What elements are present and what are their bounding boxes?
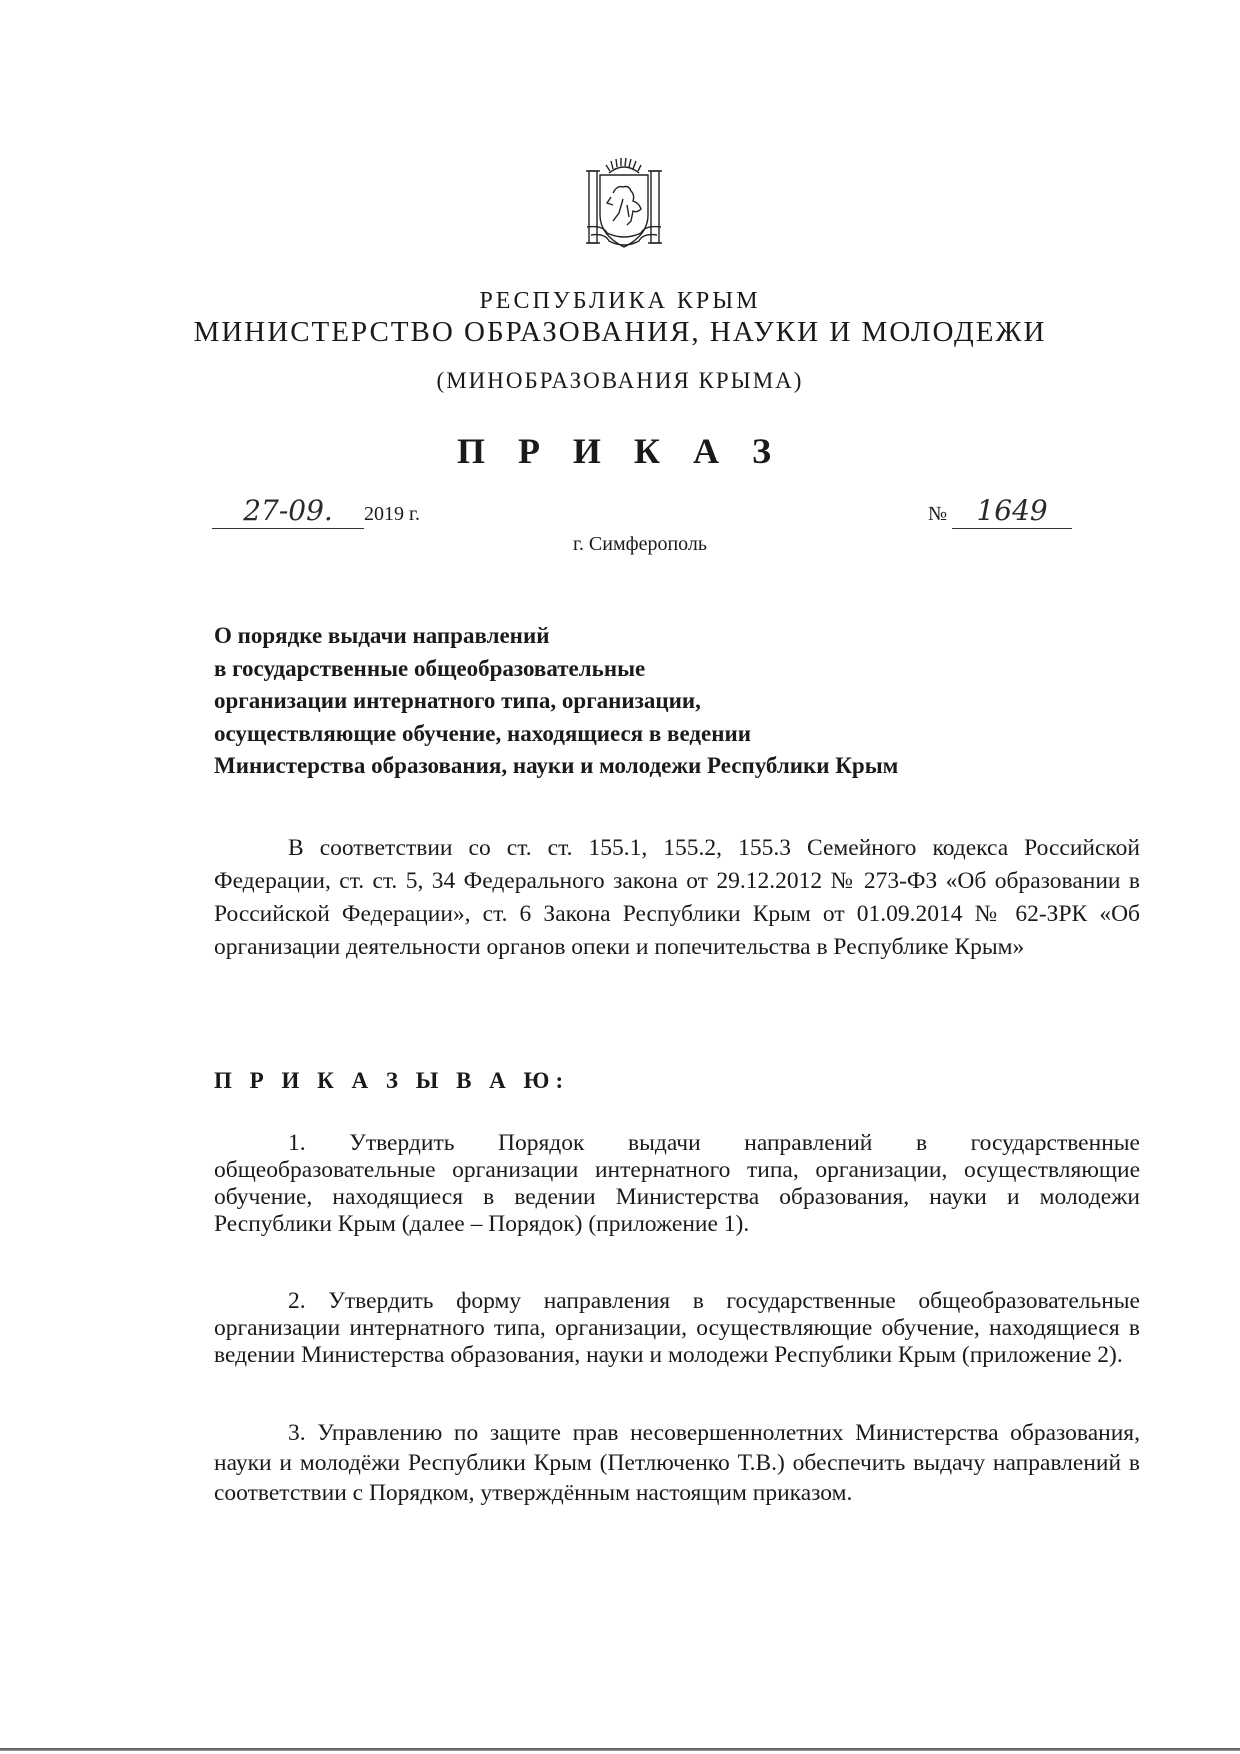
sun-rays-icon — [606, 158, 641, 173]
document-type-heading: П Р И К А З — [456, 431, 784, 471]
coat-of-arms-emblem — [583, 155, 665, 255]
order-date — [212, 494, 420, 529]
order-item-1: 1. Утвердить Порядок выдачи направлений в государственные общеобразовательные организации интернатного типа, организации, осуществляющие обучение, находящиеся в ведении Министерства образования, науки и молодежи Республики Крым (далее – Порядок) (приложение 1). — [214, 1130, 1140, 1237]
title-line: О порядке выдачи направлений — [214, 623, 550, 648]
title-line: осуществляющие обучение, находящиеся в ведении — [214, 720, 751, 746]
city-name: г. Симферополь — [572, 533, 708, 555]
title-line: организации интернатного типа, организации, — [214, 688, 701, 713]
order-item-2: 2. Утвердить форму направления в государственные общеобразовательные организации интернатного типа, организации, осуществляющие обучение, находящиеся в ведении Министерства образования, науки и молодежи Республики Крым (приложение 2). — [214, 1288, 1140, 1368]
republic-name: РЕСПУБЛИКА КРЫМ — [479, 288, 761, 314]
orders-heading: П Р И К А З Ы В А Ю: — [214, 1068, 570, 1093]
title-line: Министерства образования, науки и молодежи Республики Крым — [214, 753, 899, 778]
order-number — [928, 494, 1072, 529]
order-title — [214, 620, 898, 783]
title-line: в государственные общеобразовательные — [214, 655, 646, 681]
ministry-name: МИНИСТЕРСТВО ОБРАЗОВАНИЯ, НАУКИ И МОЛОДЕЖИ — [193, 316, 1047, 348]
handwritten-number: 1649 — [952, 494, 1072, 529]
handwritten-date: 27-09. — [212, 494, 364, 529]
scan-edge-line — [0, 1748, 1240, 1751]
order-item-3: 3. Управлению по защите прав несовершеннолетних Министерства образования, науки и молодёжи Республики Крым (Петлюченко Т.В.) обеспечить выдачу направлений в соответствии с Порядком, утверждённым настоящим приказом. — [214, 1420, 1140, 1506]
ministry-short-name: (МИНОБРАЗОВАНИЯ КРЫМА) — [436, 368, 804, 393]
order-year: 2019 г. — [364, 503, 420, 525]
number-label: № — [928, 503, 948, 525]
preamble-paragraph: В соответствии со ст. ст. 155.1, 155.2, 155.3 Семейного кодекса Российской Федерации, ст. ст. 5, 34 Федерального закона от 29.12.2012 № 273-ФЗ «Об образовании в Российской Федерации», ст. 6 Закона Республики Крым от 01.09.2014 № 62-ЗРК «Об организации деятельности органов опеки и попечительства в Республике Крым» — [214, 835, 1140, 960]
